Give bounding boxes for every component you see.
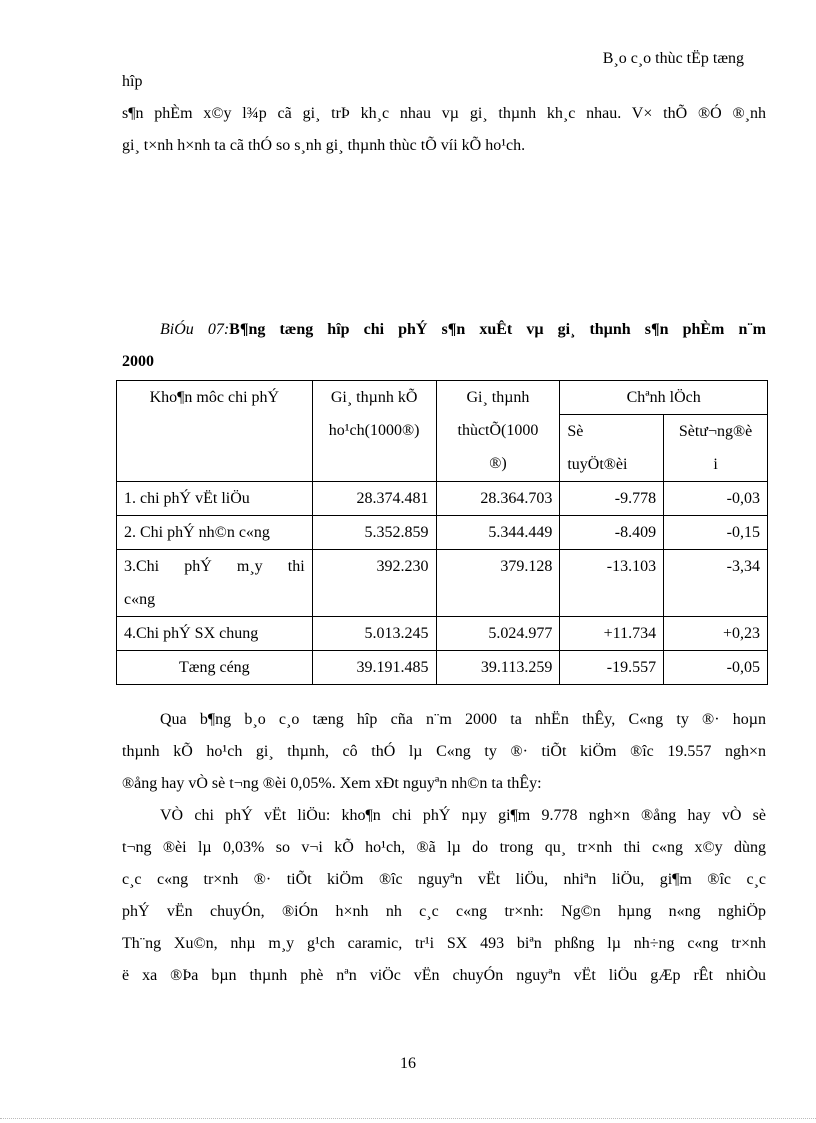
analysis-text bbox=[122, 704, 766, 992]
body-line: thµnh kÕ ho¹ch gi¸ thµnh, cô thÓ lµ C«ng ty ®· tiÕt kiÖm ®îc 19.557 ngh×n bbox=[122, 743, 766, 760]
row-plan: 392.230 bbox=[312, 550, 436, 617]
intro-line: hîp bbox=[122, 73, 143, 90]
row-relative: -0,03 bbox=[664, 482, 768, 516]
header-item: Kho¶n môc chi phÝ bbox=[117, 381, 313, 482]
table-total-row bbox=[117, 651, 768, 685]
row-actual: 379.128 bbox=[436, 550, 560, 617]
header-plan-cost: Gi¸ thµnh kÕ ho¹ch(1000®) bbox=[312, 381, 436, 482]
caption-title-year: 2000 bbox=[122, 353, 154, 370]
row-absolute: +11.734 bbox=[560, 617, 664, 651]
total-relative: -0,05 bbox=[664, 651, 768, 685]
caption-label: BiÓu 07: bbox=[160, 321, 230, 338]
header-relative: Sètư¬ng®è i bbox=[664, 415, 768, 482]
total-label: Tæng céng bbox=[117, 651, 313, 685]
intro-paragraph bbox=[122, 66, 766, 162]
body-line: phÝ vËn chuyÓn, ®iÓn h×nh nh c¸c c«ng tr×nh: Ng©n hµng n«ng nghiÖp bbox=[122, 903, 766, 920]
header-difference: Chªnh lÖch bbox=[560, 381, 768, 415]
table-caption bbox=[122, 314, 766, 378]
row-item: 1. chi phÝ vËt liÖu bbox=[117, 482, 313, 516]
caption-title: B¶ng tæng hîp chi phÝ s¶n xuÊt vµ gi¸ thµnh s¶n phÈm n¨m bbox=[229, 321, 766, 338]
row-item: 3.Chi phÝ m¸y thi c«ng bbox=[117, 550, 313, 617]
row-relative: -0,15 bbox=[664, 516, 768, 550]
row-plan: 28.374.481 bbox=[312, 482, 436, 516]
total-actual: 39.113.259 bbox=[436, 651, 560, 685]
total-absolute: -19.557 bbox=[560, 651, 664, 685]
row-plan: 5.013.245 bbox=[312, 617, 436, 651]
body-line: VÒ chi phÝ vËt liÖu: kho¶n chi phÝ nµy gi¶m 9.778 ngh×n ®ång hay vÒ sè bbox=[160, 807, 766, 824]
header-actual-cost: Gi¸ thµnh thùctÕ(1000 ®) bbox=[436, 381, 560, 482]
page-number: 16 bbox=[400, 1055, 416, 1072]
row-absolute: -8.409 bbox=[560, 516, 664, 550]
row-item: 2. Chi phÝ nh©n c«ng bbox=[117, 516, 313, 550]
row-plan: 5.352.859 bbox=[312, 516, 436, 550]
intro-line: gi¸ t×nh h×nh ta cã thÓ so s¸nh gi¸ thµnh thùc tÕ víi kÕ ho¹ch. bbox=[122, 137, 526, 154]
row-actual: 28.364.703 bbox=[436, 482, 560, 516]
header-absolute: Sè tuyÖt®èi bbox=[560, 415, 664, 482]
table-header-row bbox=[117, 381, 768, 415]
body-line: c¸c c«ng tr×nh ®· tiÕt kiÖm ®îc nguyªn vËt liÖu, nhiªn liÖu, gi¶m ®îc c¸c bbox=[122, 871, 766, 888]
total-plan: 39.191.485 bbox=[312, 651, 436, 685]
table-row bbox=[117, 550, 768, 617]
row-relative: +0,23 bbox=[664, 617, 768, 651]
body-line: t¬ng ®èi lµ 0,03% so v¬i kÕ ho¹ch, ®ã lµ do trong qu¸ tr×nh thi c«ng x©y dùng bbox=[122, 839, 766, 856]
cost-summary-table bbox=[116, 380, 768, 685]
body-line: ®ång hay vÒ sè t¬ng ®èi 0,05%. Xem xÐt nguyªn nh©n ta thÊy: bbox=[122, 775, 542, 792]
row-absolute: -9.778 bbox=[560, 482, 664, 516]
intro-line: s¶n phÈm x©y l¾p cã gi¸ trÞ kh¸c nhau vµ gi¸ thµnh kh¸c nhau. V× thÕ ®Ó ®¸nh bbox=[122, 105, 766, 122]
table-row bbox=[117, 516, 768, 550]
body-line: Qua b¶ng b¸o c¸o tæng hîp cña n¨m 2000 ta nhËn thÊy, C«ng ty ®· hoµn bbox=[160, 711, 766, 728]
body-line: Th¨ng Xu©n, nhµ m¸y g¹ch caramic, tr¹i SX 493 biªn phßng lµ nh÷ng c«ng tr×nh bbox=[122, 935, 766, 952]
body-line: ë xa ®Þa bµn thµnh phè nªn viÖc vËn chuyÓn nguyªn vËt liÖu gÆp rÊt nhiÒu bbox=[122, 967, 766, 984]
running-header: B¸o c¸o thùc tËp tæng bbox=[602, 50, 744, 67]
table-row bbox=[117, 482, 768, 516]
page-bottom-divider bbox=[0, 1118, 816, 1119]
row-actual: 5.024.977 bbox=[436, 617, 560, 651]
row-absolute: -13.103 bbox=[560, 550, 664, 617]
row-relative: -3,34 bbox=[664, 550, 768, 617]
table-row bbox=[117, 617, 768, 651]
row-item: 4.Chi phÝ SX chung bbox=[117, 617, 313, 651]
row-actual: 5.344.449 bbox=[436, 516, 560, 550]
